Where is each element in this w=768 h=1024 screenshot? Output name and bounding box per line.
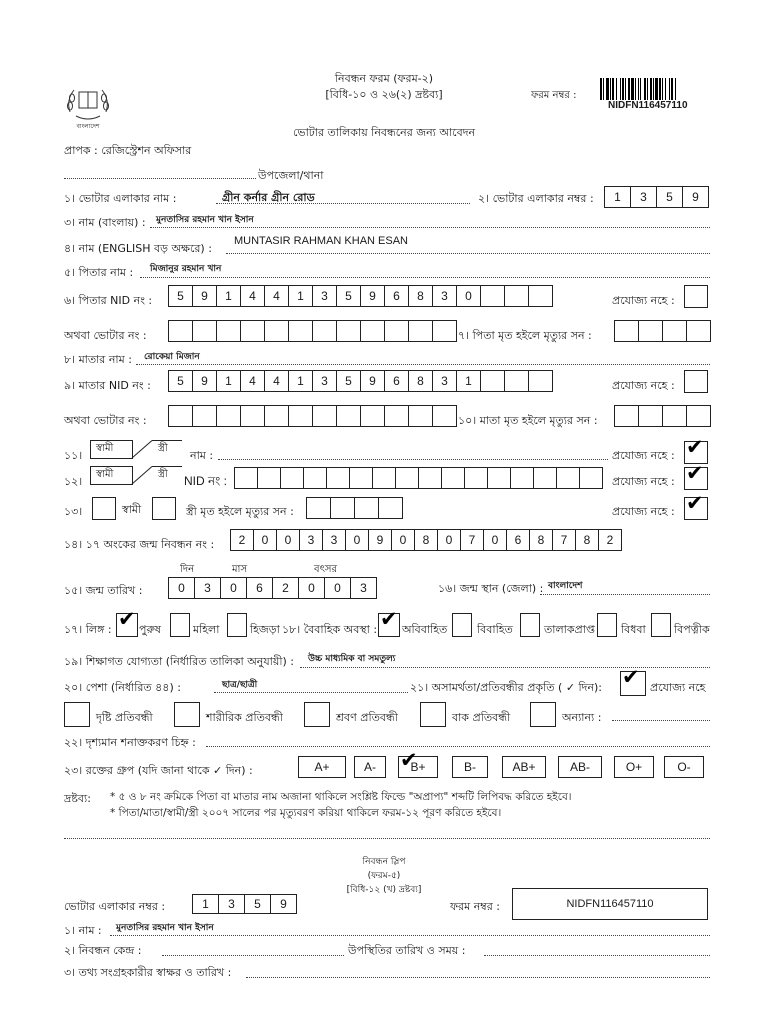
digit-box[interactable]	[312, 320, 337, 342]
marital-widow-checkbox[interactable]	[597, 613, 617, 637]
slip-form-no-label: ফরম নম্বর :	[450, 900, 500, 913]
spouse-name-label: নাম :	[190, 449, 214, 462]
blood-group-option[interactable]: O+	[614, 756, 654, 778]
digit-box[interactable]: 2	[230, 529, 254, 551]
education-label: ১৯। শিক্ষাগত যোগ্যতা (নির্ধারিত তালিকা অনুযায়ী) :	[64, 655, 294, 668]
disability-na-checkbox[interactable]	[620, 671, 646, 696]
digit-box[interactable]	[192, 405, 217, 427]
digit-box[interactable]	[441, 467, 465, 489]
digit-box[interactable]	[504, 285, 529, 307]
barcode-bar	[600, 78, 602, 100]
digit-box[interactable]: 1	[604, 186, 631, 208]
slip-name-value: মুনতাসির রহমান খান ইসান	[116, 923, 214, 933]
occupation-value: ছাত্র/ছাত্রী	[222, 680, 258, 690]
upazila-field[interactable]	[64, 178, 256, 179]
digit-box[interactable]	[614, 320, 639, 342]
blood-group-option[interactable]: A-	[354, 756, 386, 778]
digit-box[interactable]	[336, 405, 361, 427]
digit-box[interactable]	[288, 320, 313, 342]
birth-place-label: ১৬। জন্ম স্থান (জেলা) :	[438, 582, 544, 595]
blood-group-label: ২৩। রক্তের গ্রুপ (যদি জানা থাকে ✓ দিন) :	[64, 764, 253, 777]
digit-box[interactable]: 1	[288, 285, 313, 307]
husband-wife-selector-11[interactable]	[90, 440, 182, 464]
gender-male-checkbox[interactable]	[116, 613, 138, 637]
mother-nid-label: ৯। মাতার NID নং :	[64, 379, 151, 392]
blood-group-option[interactable]: A+	[298, 756, 346, 778]
blood-group-option[interactable]: B-	[452, 756, 488, 778]
digit-box[interactable]: 9	[368, 529, 392, 551]
digit-box[interactable]: 9	[360, 370, 385, 392]
digit-box[interactable]: 3	[312, 285, 337, 307]
disability-na-label: প্রযোজ্য নহে	[650, 681, 706, 694]
digit-box[interactable]	[556, 467, 580, 489]
husband-death-label: স্বামী	[122, 503, 142, 516]
digit-box[interactable]	[360, 320, 385, 342]
digit-box[interactable]	[662, 405, 687, 427]
dob-day-caption: দিন	[180, 564, 195, 575]
barcode-bar	[622, 78, 624, 100]
digit-box[interactable]: 5	[244, 894, 271, 914]
barcode-bar	[671, 78, 673, 100]
slip-name-label: ১। নাম :	[64, 924, 102, 937]
digit-box[interactable]: 8	[408, 370, 433, 392]
gender-hijra-label: হিজড়া	[250, 623, 280, 636]
slip-center-field[interactable]	[162, 955, 344, 956]
digit-box[interactable]: 3	[218, 894, 245, 914]
digit-box[interactable]	[686, 405, 711, 427]
blood-group-option[interactable]: AB+	[502, 756, 546, 778]
father-name-label: ৫। পিতার নাম :	[64, 266, 134, 279]
marital-widower-checkbox[interactable]	[651, 613, 671, 637]
digit-box[interactable]	[464, 467, 488, 489]
gender-female-checkbox[interactable]	[170, 613, 190, 637]
barcode-bar	[653, 78, 654, 100]
birth-place-value: বাংলাদেশ	[548, 581, 583, 591]
marital-widow-label: বিধবা	[621, 623, 646, 636]
digit-box[interactable]	[395, 467, 419, 489]
barcode-bar	[610, 78, 611, 100]
spouse-death-label: স্ত্রী মৃত হইলে মৃত্যুর সন :	[186, 505, 294, 518]
barcode-bar	[603, 78, 604, 100]
spouse-nid-na-checkbox[interactable]	[684, 467, 708, 490]
barcode-bar	[640, 78, 641, 100]
barcode-bar	[675, 78, 676, 100]
area-name-label: ১। ভোটার এলাকার নাম :	[64, 192, 177, 205]
husband-death-checkbox[interactable]	[92, 497, 116, 520]
barcode-bar	[650, 78, 652, 100]
digit-box[interactable]: 4	[264, 370, 289, 392]
spouse-death-na-label: প্রযোজ্য নহে :	[612, 505, 675, 518]
digit-box[interactable]	[372, 467, 396, 489]
father-voter-no-label: অথবা ভোটার নং :	[64, 329, 147, 342]
section-divider	[64, 838, 710, 839]
digit-box[interactable]	[418, 467, 442, 489]
digit-box[interactable]: 6	[506, 529, 530, 551]
digit-box[interactable]	[528, 370, 553, 392]
digit-box[interactable]: 1	[216, 285, 241, 307]
husband-option-12[interactable]: স্বামী	[96, 469, 114, 480]
digit-box[interactable]	[234, 467, 258, 489]
mother-nid-na-checkbox[interactable]	[684, 370, 708, 393]
digit-box[interactable]: 4	[240, 370, 265, 392]
birth-place-field[interactable]	[540, 594, 710, 595]
area-name-value: গ্রীন কর্নার গ্রীন রোড	[222, 191, 315, 204]
spouse-nid-label: NID নং :	[184, 474, 227, 488]
form-number-label: ফরম নম্বর :	[531, 90, 577, 101]
barcode-bar	[616, 78, 617, 100]
barcode-bar	[625, 78, 626, 100]
spouse-name-field[interactable]	[218, 459, 608, 460]
father-name-value: মিজানুর রহমান খান	[150, 264, 222, 274]
digit-box[interactable]	[288, 405, 313, 427]
digit-box[interactable]: 8	[408, 285, 433, 307]
barcode-bar	[628, 78, 630, 100]
digit-box[interactable]: 1	[192, 894, 219, 914]
education-value: উচ্চ মাধ্যমিক বা সমতুল্য	[308, 654, 396, 664]
digit-box[interactable]	[330, 497, 355, 519]
barcode-bar	[644, 78, 646, 100]
dis-visual-checkbox[interactable]	[64, 702, 90, 727]
marks-label: ২২। দৃশ্যমান শনাক্তকরণ চিহ্ন :	[64, 736, 196, 749]
father-nid-na-checkbox[interactable]	[684, 285, 708, 308]
dob-year-caption: বৎসর	[314, 564, 338, 575]
occupation-field[interactable]	[214, 692, 408, 693]
digit-box[interactable]: 5	[656, 186, 683, 208]
recipient-line: প্রাপক : রেজিস্ট্রেশন অফিসার	[64, 144, 192, 157]
digit-box[interactable]	[638, 405, 663, 427]
digit-box[interactable]: 1	[216, 370, 241, 392]
digit-box[interactable]: 0	[298, 577, 325, 599]
digit-box[interactable]: 5	[336, 285, 361, 307]
dis-other-label: অন্যান্য :	[562, 711, 602, 724]
barcode-bar	[669, 78, 670, 100]
marital-unmarried-checkbox[interactable]	[378, 613, 400, 637]
barcode-bar	[620, 78, 621, 100]
dis-hearing-checkbox[interactable]	[304, 702, 330, 727]
blood-group-option[interactable]: ✔ B+	[398, 756, 438, 778]
digit-box[interactable]: 0	[391, 529, 415, 551]
digit-box[interactable]	[480, 370, 505, 392]
digit-box[interactable]	[614, 405, 639, 427]
husband-option-11[interactable]: স্বামী	[96, 443, 114, 454]
wife-death-checkbox[interactable]	[152, 497, 176, 520]
barcode-bar	[631, 78, 634, 100]
digit-box[interactable]	[533, 467, 557, 489]
dis-speech-checkbox[interactable]	[420, 702, 446, 727]
row-13-number: ১৩।	[64, 505, 83, 518]
form-rule: [বিধি-১০ ও ২৬(২) দ্রষ্টব্য]	[325, 88, 443, 101]
digit-box[interactable]	[303, 467, 327, 489]
barcode-bar	[655, 78, 658, 100]
digit-box[interactable]	[257, 467, 281, 489]
mother-death-label: ১০। মাতা মৃত হইলে মৃত্যুর সন :	[458, 414, 598, 427]
digit-box[interactable]: 7	[552, 529, 576, 551]
digit-box[interactable]	[432, 320, 457, 342]
digit-box[interactable]: 3	[350, 577, 377, 599]
digit-box[interactable]	[336, 320, 361, 342]
digit-box[interactable]	[510, 467, 534, 489]
row-11-number: ১১।	[64, 449, 83, 462]
marital-divorced-checkbox[interactable]	[520, 613, 540, 637]
digit-box[interactable]: 6	[384, 370, 409, 392]
spouse-nid-na-label: প্রযোজ্য নহে :	[612, 475, 675, 488]
barcode-number: NIDFN116457110	[608, 100, 688, 111]
digit-box[interactable]: 2	[598, 529, 622, 551]
digit-box[interactable]	[264, 405, 289, 427]
digit-box[interactable]: 0	[220, 577, 247, 599]
gender-female-label: মহিলা	[193, 623, 220, 636]
marital-divorced-label: তালাকপ্রাপ্ত	[544, 623, 595, 636]
digit-box[interactable]: 1	[288, 370, 313, 392]
dob-label: ১৫। জন্ম তারিখ :	[64, 584, 143, 597]
name-en-field[interactable]	[226, 253, 710, 254]
digit-box[interactable]	[240, 320, 265, 342]
disability-label: ২১। অসামর্থতা/প্রতিবন্ধীর প্রকৃতি ( ✓ দিন):	[410, 681, 603, 694]
digit-box[interactable]: 0	[345, 529, 369, 551]
digit-box[interactable]: 0	[456, 285, 481, 307]
row-12-number: ১২।	[64, 475, 83, 488]
digit-box[interactable]	[686, 320, 711, 342]
slip-form: (ফরম-৫)	[367, 871, 401, 881]
application-title: ভোটার তালিকায় নিবন্ধনের জন্য আবেদন	[292, 126, 476, 139]
gender-hijra-checkbox[interactable]	[227, 613, 247, 637]
digit-box[interactable]: 0	[437, 529, 461, 551]
digit-box[interactable]	[384, 320, 409, 342]
digit-box[interactable]	[354, 497, 379, 519]
barcode-bar	[635, 78, 636, 100]
digit-box[interactable]: 6	[246, 577, 273, 599]
wife-option-12[interactable]: স্ত্রী	[158, 469, 168, 480]
digit-box[interactable]: 0	[483, 529, 507, 551]
mother-name-value: রোকেয়া মিজান	[144, 352, 200, 362]
spouse-name-na-label: প্রযোজ্য নহে :	[612, 449, 675, 462]
digit-box[interactable]: 5	[168, 370, 193, 392]
dis-other-checkbox[interactable]	[530, 702, 556, 727]
father-death-label: ৭। পিতা মৃত হইলে মৃত্যুর সন :	[458, 329, 592, 342]
digit-box[interactable]	[168, 320, 193, 342]
area-name-field[interactable]	[216, 203, 470, 204]
digit-box[interactable]: 3	[194, 577, 221, 599]
notes-label: দ্রষ্টব্য:	[64, 792, 91, 805]
wife-option-11[interactable]: স্ত্রী	[158, 443, 168, 454]
digit-box[interactable]	[480, 285, 505, 307]
digit-box[interactable]: 0	[168, 577, 195, 599]
dis-speech-label: বাক প্রতিবন্ধী	[452, 711, 511, 724]
dob-month-caption: মাস	[232, 564, 248, 575]
digit-box[interactable]	[192, 320, 217, 342]
digit-box[interactable]: 8	[529, 529, 553, 551]
slip-title: নিবন্ধন স্লিপ	[362, 857, 406, 867]
barcode-bar	[662, 78, 663, 100]
digit-box[interactable]: 3	[312, 370, 337, 392]
name-bn-field[interactable]	[150, 227, 710, 228]
barcode-bar	[606, 78, 609, 100]
digit-box[interactable]: 9	[270, 894, 297, 914]
name-en-value: MUNTASIR RAHMAN KHAN ESAN	[234, 235, 408, 247]
logo-text: বাংলাদেশ	[76, 123, 100, 130]
husband-wife-selector-12[interactable]	[90, 466, 182, 490]
digit-box[interactable]	[662, 320, 687, 342]
barcode-bar	[647, 78, 648, 100]
digit-box[interactable]	[504, 370, 529, 392]
digit-box[interactable]	[216, 320, 241, 342]
digit-box[interactable]: 3	[432, 285, 457, 307]
note-2: * পিতা/মাতা/স্বামী/স্ত্রী ২০০৭ সালের পর মৃত্যুবরণ করিয়া থাকিলে ফরম-১২ পূরণ করিতে হইবে।	[110, 807, 502, 819]
digit-box[interactable]: 9	[192, 285, 217, 307]
digit-box[interactable]	[378, 497, 403, 519]
blood-group-option[interactable]: AB-	[558, 756, 602, 778]
dis-hearing-label: শ্রবণ প্রতিবন্ধী	[336, 711, 398, 724]
dis-visual-label: দৃষ্টি প্রতিবন্ধী	[96, 711, 153, 724]
barcode-bar	[638, 78, 639, 100]
digit-box[interactable]: 2	[272, 577, 299, 599]
birth-reg-label: ১৪। ১৭ অংকের জন্ম নিবন্ধন নং :	[64, 538, 215, 551]
gender-male-label: পুরুষ	[139, 623, 161, 636]
slip-area-no-label: ভোটার এলাকার নম্বর :	[64, 900, 166, 913]
digit-box[interactable]	[384, 405, 409, 427]
digit-box[interactable]: 0	[253, 529, 277, 551]
digit-box[interactable]	[360, 405, 385, 427]
spouse-death-na-checkbox[interactable]	[684, 497, 708, 520]
digit-box[interactable]	[280, 467, 304, 489]
digit-box[interactable]: 8	[414, 529, 438, 551]
digit-box[interactable]: 5	[336, 370, 361, 392]
digit-box[interactable]: 8	[575, 529, 599, 551]
digit-box[interactable]: 5	[168, 285, 193, 307]
name-bn-label: ৩। নাম (বাংলায়) :	[64, 216, 146, 229]
mother-name-field[interactable]	[136, 364, 710, 365]
form-title: নিবন্ধন ফরম (ফরম-২)	[334, 72, 434, 85]
marital-unmarried-label: অবিবাহিত	[402, 623, 448, 636]
digit-box[interactable]	[528, 285, 553, 307]
father-name-field[interactable]	[140, 277, 710, 278]
upazila-label: উপজেলা/থানা	[258, 169, 324, 182]
digit-box[interactable]	[312, 405, 337, 427]
marital-married-label: বিবাহিত	[477, 623, 513, 636]
digit-box[interactable]	[168, 405, 193, 427]
digit-box[interactable]	[408, 320, 433, 342]
slip-rule: [বিধি-১২ (খ) দ্রষ্টব্য]	[346, 885, 422, 895]
barcode-bar	[665, 78, 666, 100]
mother-nid-na-label: প্রযোজ্য নহে :	[612, 379, 675, 392]
digit-box[interactable]: 4	[240, 285, 265, 307]
dis-physical-label: শারীরিক প্রতিবন্ধী	[206, 711, 283, 724]
digit-box[interactable]	[432, 405, 457, 427]
digit-box[interactable]: 6	[384, 285, 409, 307]
marks-field[interactable]	[206, 746, 710, 747]
digit-box[interactable]: 0	[276, 529, 300, 551]
slip-name-field[interactable]	[110, 935, 710, 936]
barcode-bar	[659, 78, 661, 100]
dis-physical-checkbox[interactable]	[174, 702, 200, 727]
education-field[interactable]	[300, 667, 710, 668]
digit-box[interactable]	[306, 497, 331, 519]
mother-voter-no-label: অথবা ভোটার নং :	[64, 414, 147, 427]
father-nid-label: ৬। পিতার NID নং :	[64, 294, 153, 307]
digit-box[interactable]	[216, 405, 241, 427]
digit-box[interactable]: 9	[360, 285, 385, 307]
marital-label: ১৮। বৈবাহিক অবস্থা :	[282, 623, 378, 636]
slip-collector-field[interactable]	[246, 977, 710, 978]
digit-box[interactable]: 1	[456, 370, 481, 392]
digit-box[interactable]	[326, 467, 350, 489]
digit-box[interactable]	[240, 405, 265, 427]
gender-label: ১৭। লিঙ্গ :	[64, 623, 112, 636]
barcode-bar	[612, 78, 614, 100]
digit-box[interactable]	[408, 405, 433, 427]
digit-box[interactable]: 9	[682, 186, 709, 208]
marital-married-checkbox[interactable]	[452, 613, 472, 637]
marital-widower-label: বিপত্নীক	[674, 623, 710, 636]
slip-collector-label: ৩। তথ্য সংগ্রহকারীর স্বাক্ষর ও তারিখ :	[64, 966, 232, 979]
digit-box[interactable]	[264, 320, 289, 342]
digit-box[interactable]: 4	[264, 285, 289, 307]
barcode	[600, 78, 716, 100]
digit-box[interactable]: 7	[460, 529, 484, 551]
digit-box[interactable]: 3	[432, 370, 457, 392]
dis-other-field[interactable]	[612, 720, 710, 721]
area-no-label: ২। ভোটার এলাকার নম্বর :	[478, 192, 594, 205]
name-en-label: ৪। নাম (ENGLISH বড় অক্ষরে) :	[64, 242, 212, 255]
father-nid-na-label: প্রযোজ্য নহে :	[612, 294, 675, 307]
digit-box[interactable]: 0	[324, 577, 351, 599]
digit-box[interactable]	[579, 467, 603, 489]
digit-box[interactable]: 3	[322, 529, 346, 551]
slip-attendance-field[interactable]	[484, 955, 710, 956]
name-bn-value: মুনতাসির রহমান খান ইসান	[156, 215, 254, 225]
digit-box[interactable]: 9	[192, 370, 217, 392]
digit-box[interactable]: 3	[299, 529, 323, 551]
note-1: * ৫ ও ৮ নং ক্রমিকে পিতা বা মাতার নাম অজানা থাকিলে সংশ্লিষ্ট ফিল্ডে "অপ্রাপ্য" শব্দটি লিপিবদ্ধ করিতে হইবে।	[110, 791, 572, 803]
mother-name-label: ৮। মাতার নাম :	[64, 353, 132, 366]
occupation-label: ২০। পেশা (নির্ধারিত ৪৪) :	[64, 681, 181, 694]
digit-box[interactable]	[487, 467, 511, 489]
slip-attendance-label: উপস্থিতির তারিখ ও সময় :	[348, 944, 466, 957]
digit-box[interactable]: 3	[630, 186, 657, 208]
slip-form-no-box: NIDFN116457110	[512, 888, 708, 920]
blood-group-option[interactable]: O-	[664, 756, 704, 778]
digit-box[interactable]	[349, 467, 373, 489]
digit-box[interactable]	[638, 320, 663, 342]
slip-center-label: ২। নিবন্ধন কেন্দ্র :	[64, 944, 142, 957]
